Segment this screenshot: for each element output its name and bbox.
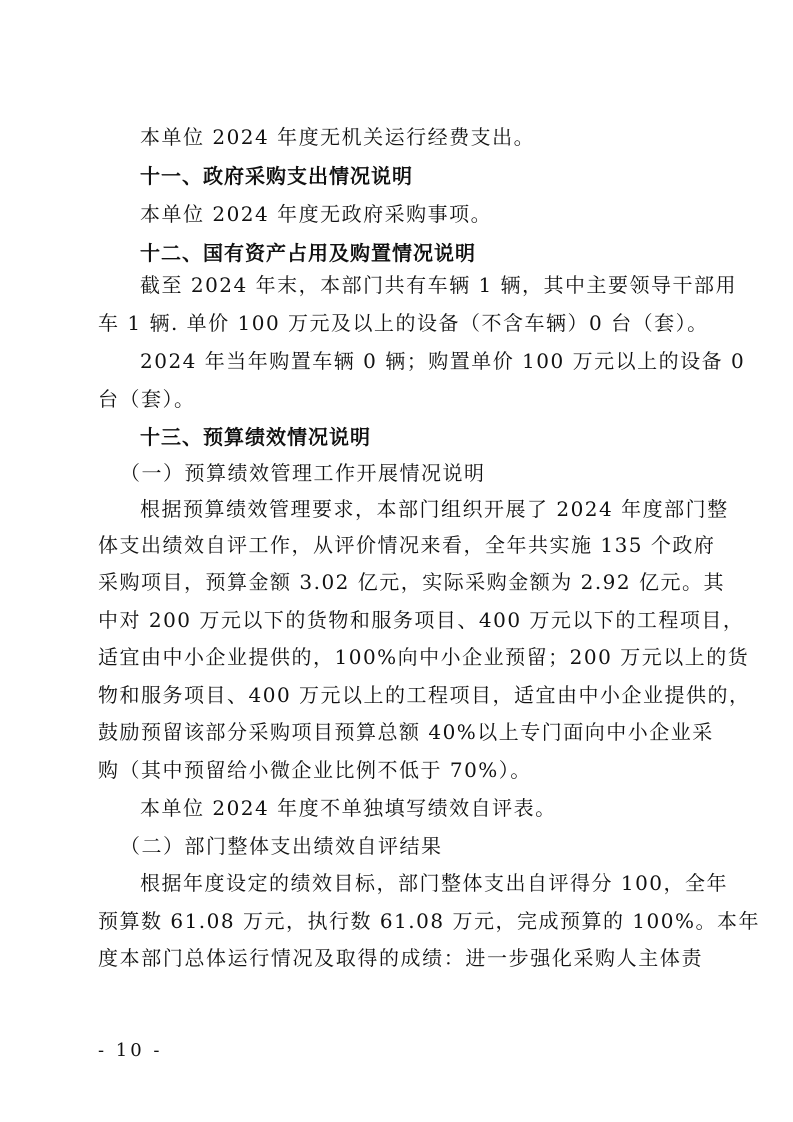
paragraph-line: 鼓励预留该部分采购项目预算总额 40%以上专门面向中小企业采: [98, 720, 714, 744]
page-number: - 10 -: [98, 1040, 163, 1061]
paragraph-line: 根据年度设定的绩效目标，部门整体支出自评得分 100，全年: [140, 871, 729, 895]
paragraph-line: 截至 2024 年末，本部门共有车辆 1 辆，其中主要领导干部用: [140, 273, 738, 297]
subsection-heading: （二）部门整体支出绩效自评结果: [120, 834, 443, 858]
paragraph-line: 采购项目，预算金额 3.02 亿元，实际采购金额为 2.92 亿元。其: [98, 570, 725, 594]
subsection-heading: （一）预算绩效管理工作开展情况说明: [120, 461, 486, 485]
paragraph-line: 2024 年当年购置车辆 0 辆；购置单价 100 万元以上的设备 0: [140, 349, 746, 373]
paragraph-line: 台（套）。: [98, 387, 196, 411]
paragraph-line: 预算数 61.08 万元，执行数 61.08 万元，完成预算的 100%。本年: [98, 909, 760, 933]
section-heading: 十一、政府采购支出情况说明: [140, 164, 413, 188]
paragraph-line: 根据预算绩效管理要求，本部门组织开展了 2024 年度部门整: [140, 497, 729, 521]
paragraph-line: 度本部门总体运行情况及取得的成绩：进一步强化采购人主体责: [98, 946, 703, 970]
paragraph-line: 本单位 2024 年度无政府采购事项。: [140, 202, 493, 226]
paragraph-line: 购（其中预留给小微企业比例不低于 70%）。: [98, 758, 532, 782]
section-heading: 十三、预算绩效情况说明: [140, 425, 371, 449]
section-heading: 十二、国有资产占用及购置情况说明: [140, 241, 476, 265]
paragraph-line: 本单位 2024 年度无机关运行经费支出。: [140, 125, 536, 149]
paragraph-line: 适宜由中小企业提供的，100%向中小企业预留；200 万元以上的货: [98, 645, 750, 669]
paragraph-line: 本单位 2024 年度不单独填写绩效自评表。: [140, 796, 557, 820]
paragraph-line: 中对 200 万元以下的货物和服务项目、400 万元以下的工程项目，: [98, 608, 745, 632]
paragraph-line: 体支出绩效自评工作，从评价情况来看，全年共实施 135 个政府: [98, 533, 716, 557]
paragraph-line: 物和服务项目、400 万元以上的工程项目，适宜由中小企业提供的，: [98, 683, 751, 707]
paragraph-line: 车 1 辆. 单价 100 万元及以上的设备（不含车辆）0 台（套）。: [98, 311, 709, 335]
